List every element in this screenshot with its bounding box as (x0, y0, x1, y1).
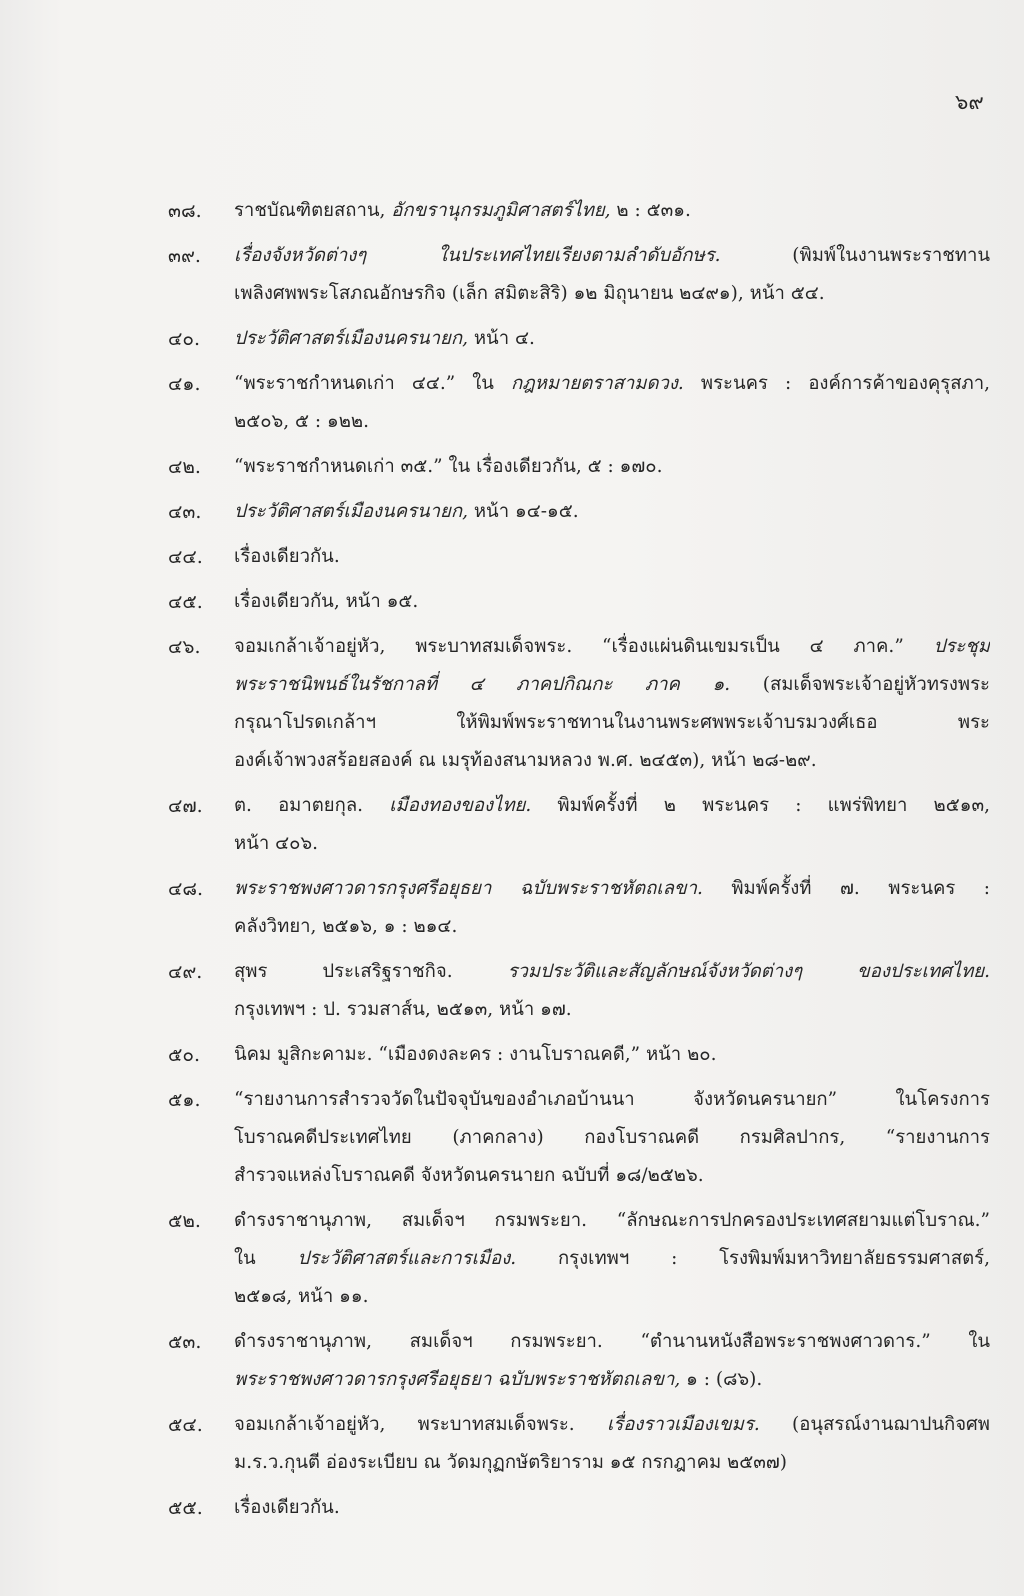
endnote-segment: พิมพ์ครั้งที่ ๒ พระนคร : แพร่พิทยา ๒๕๑๓, (531, 795, 990, 816)
endnote-title-italic: ประวัติศาสตร์เมืองนครนายก, (234, 328, 468, 349)
endnote-number: ๔๖. (168, 636, 201, 658)
endnote-text (234, 628, 990, 780)
endnote-item (168, 1036, 990, 1074)
endnote-segment: คลังวิทยา, ๒๕๑๖, ๑ : ๒๑๔. (234, 916, 458, 937)
endnote-number: ๓๙. (168, 245, 201, 267)
endnote-text (234, 787, 990, 863)
endnote-segment: หน้า ๔. (467, 328, 535, 349)
endnote-segment: “รายงานการสำรวจวัดในปัจจุบันของอำเภอบ้านนา จังหวัดนครนายก” ในโครงการ (234, 1089, 990, 1110)
endnote-segment: ๑ : (๘๖). (680, 1369, 763, 1390)
endnote-item (168, 1323, 990, 1399)
endnote-segment: (สมเด็จพระเจ้าอยู่หัวทรงพระ (730, 674, 990, 695)
endnote-segment: สำรวจแหล่งโบราณคดี จังหวัดนครนายก ฉบับที่ ๑๘/๒๕๒๖. (234, 1165, 704, 1186)
endnote-segment: ๒๕๑๘, หน้า ๑๑. (234, 1286, 369, 1307)
endnote-item (168, 1489, 990, 1527)
endnote-title-italic: เรื่องจังหวัดต่างๆ ในประเทศไทยเรียงตามลำดับอักษร. (234, 245, 721, 266)
endnote-line (234, 825, 990, 863)
endnote-title-italic: รวมประวัติและสัญลักษณ์จังหวัดต่างๆ ของประเทศไทย. (507, 961, 990, 982)
endnote-line (234, 275, 990, 313)
endnote-segment: ดำรงราชานุภาพ, สมเด็จฯ กรมพระยา. “ลักษณะการปกครองประเทศสยามแต่โบราณ.” (234, 1210, 990, 1231)
endnote-line (234, 787, 990, 825)
endnote-text (234, 320, 990, 358)
endnote-title-italic: เรื่องราวเมืองเขมร. (606, 1414, 760, 1435)
endnote-line (234, 666, 990, 704)
endnote-text (234, 192, 990, 230)
endnote-item (168, 583, 990, 621)
endnote-line (234, 1202, 990, 1240)
endnote-segment: (อนุสรณ์งานฌาปนกิจศพ (759, 1414, 990, 1435)
endnote-segment: สุพร ประเสริฐราชกิจ. (234, 961, 508, 982)
endnote-line (234, 1036, 990, 1074)
endnote-segment: ๒ : ๕๓๑. (610, 200, 691, 221)
endnote-segment: ต. อมาตยกุล. (234, 795, 390, 816)
endnote-text (234, 493, 990, 531)
endnote-line (234, 365, 990, 403)
endnote-number: ๕๔. (168, 1414, 203, 1436)
endnote-item (168, 365, 990, 441)
endnote-number: ๕๐. (168, 1044, 201, 1066)
endnote-line (234, 1361, 990, 1399)
endnote-line (234, 1119, 990, 1157)
endnote-title-italic: พระราชพงศาวดารกรุงศรีอยุธยา ฉบับพระราชหัตถเลขา. (234, 878, 703, 899)
endnote-segment: องค์เจ้าพวงสร้อยสองค์ ณ เมรุท้องสนามหลวง พ.ศ. ๒๔๕๓), หน้า ๒๘-๒๙. (234, 750, 817, 771)
endnote-line (234, 192, 990, 230)
endnote-segment: กรุงเทพฯ : โรงพิมพ์มหาวิทยาลัยธรรมศาสตร์, (516, 1248, 990, 1269)
endnote-item (168, 1406, 990, 1482)
endnote-item (168, 870, 990, 946)
endnote-line (234, 704, 990, 742)
endnote-segment: กรุณาโปรดเกล้าฯ ให้พิมพ์พระราชทานในงานพระศพพระเจ้าบรมวงศ์เธอ พระ (234, 712, 990, 733)
endnote-line (234, 237, 990, 275)
endnote-text (234, 237, 990, 313)
endnote-line (234, 1406, 990, 1444)
endnote-line (234, 493, 990, 531)
endnote-text (234, 1406, 990, 1482)
endnote-line (234, 991, 990, 1029)
endnote-number: ๔๕. (168, 591, 203, 613)
endnote-segment: ม.ร.ว.กุนตี อ่องระเบียบ ณ วัดมกุฏกษัตริยาราม ๑๕ กรกฎาคม ๒๕๓๗) (234, 1452, 787, 1473)
endnote-text (234, 1202, 990, 1316)
endnote-segment: ๒๕๐๖, ๕ : ๑๒๒. (234, 411, 370, 432)
endnote-title-italic: พระราชนิพนธ์ในรัชกาลที่ ๔ ภาคปกิณกะ ภาค ๑. (234, 674, 731, 695)
endnote-line (234, 538, 990, 576)
endnote-line (234, 1444, 990, 1482)
endnote-segment: “พระราชกำหนดเก่า ๓๕.” ใน เรื่องเดียวกัน, ๕ : ๑๗๐. (234, 456, 663, 477)
endnote-number: ๓๘. (168, 200, 202, 222)
endnote-line (234, 908, 990, 946)
endnote-segment: จอมเกล้าเจ้าอยู่หัว, พระบาทสมเด็จพระ. “เรื่องแผ่นดินเขมรเป็น ๔ ภาค.” (234, 636, 934, 657)
endnote-number: ๔๒. (168, 456, 201, 478)
endnote-title-italic: ประวัติศาสตร์เมืองนครนายก, (234, 501, 468, 522)
endnote-segment: เรื่องเดียวกัน. (234, 546, 340, 567)
endnote-number: ๔๙. (168, 961, 203, 983)
endnote-text (234, 583, 990, 621)
endnote-line (234, 953, 990, 991)
endnote-title-italic: เมืองทองของไทย. (389, 795, 532, 816)
endnote-text (234, 953, 990, 1029)
endnote-number: ๕๓. (168, 1331, 202, 1353)
endnote-text (234, 1081, 990, 1195)
endnote-number: ๔๗. (168, 795, 203, 817)
endnote-text (234, 365, 990, 441)
endnote-number: ๔๐. (168, 328, 201, 350)
endnote-text (234, 870, 990, 946)
endnote-item (168, 237, 990, 313)
endnote-item (168, 1202, 990, 1316)
endnote-line (234, 742, 990, 780)
endnote-title-italic: พระราชพงศาวดารกรุงศรีอยุธยา ฉบับพระราชหัตถเลขา, (234, 1369, 681, 1390)
endnote-line (234, 448, 990, 486)
endnote-item (168, 787, 990, 863)
endnote-text (234, 1489, 990, 1527)
endnote-segment: พิมพ์ครั้งที่ ๗. พระนคร : (702, 878, 990, 899)
endnote-line (234, 870, 990, 908)
endnote-line (234, 1323, 990, 1361)
endnote-text (234, 1036, 990, 1074)
endnote-title-italic: อักขรานุกรมภูมิศาสตร์ไทย, (391, 200, 611, 221)
endnote-segment: เรื่องเดียวกัน, หน้า ๑๕. (234, 591, 419, 612)
endnote-segment: (พิมพ์ในงานพระราชทาน (720, 245, 990, 266)
endnote-segment: กรุงเทพฯ : ป. รวมสาส์น, ๒๕๑๓, หน้า ๑๗. (234, 999, 572, 1020)
endnote-segment: ดำรงราชานุภาพ, สมเด็จฯ กรมพระยา. “ตำนานหนังสือพระราชพงศาวดาร.” ใน (234, 1331, 990, 1352)
endnote-segment: “พระราชกำหนดเก่า ๔๔.” ใน (234, 373, 512, 394)
endnote-segment: ราชบัณฑิตยสถาน, (234, 200, 392, 221)
endnote-line (234, 1240, 990, 1278)
endnote-title-italic: กฎหมายตราสามดวง. (511, 373, 684, 394)
endnote-segment: จอมเกล้าเจ้าอยู่หัว, พระบาทสมเด็จพระ. (234, 1414, 607, 1435)
endnote-title-italic: ประชุม (933, 636, 990, 657)
endnote-line (234, 628, 990, 666)
endnote-line (234, 1489, 990, 1527)
endnote-number: ๕๕. (168, 1497, 203, 1519)
endnote-segment: หน้า ๔๐๖. (234, 833, 319, 854)
endnote-number: ๕๑. (168, 1089, 201, 1111)
endnotes-list (168, 192, 990, 1534)
endnote-item (168, 953, 990, 1029)
endnote-text (234, 448, 990, 486)
endnote-item (168, 192, 990, 230)
page-number: ๖๙ (955, 90, 984, 114)
endnote-text (234, 1323, 990, 1399)
endnote-number: ๔๑. (168, 373, 201, 395)
endnote-segment: เพลิงศพพระโสภณอักษรกิจ (เล็ก สมิตะสิริ) ๑๒ มิถุนายน ๒๔๙๑), หน้า ๕๔. (234, 283, 825, 304)
endnote-segment: เรื่องเดียวกัน. (234, 1497, 340, 1518)
endnote-number: ๕๒. (168, 1210, 201, 1232)
endnote-segment: หน้า ๑๔-๑๕. (467, 501, 579, 522)
endnote-line (234, 583, 990, 621)
endnote-item (168, 320, 990, 358)
endnote-title-italic: ประวัติศาสตร์และการเมือง. (297, 1248, 517, 1269)
endnote-line (234, 1081, 990, 1119)
endnote-number: ๔๘. (168, 878, 204, 900)
endnote-line (234, 1278, 990, 1316)
endnote-item (168, 538, 990, 576)
endnote-segment: ใน (234, 1248, 298, 1269)
endnote-item (168, 628, 990, 780)
endnote-line (234, 403, 990, 441)
endnote-segment: พระนคร : องค์การค้าของคุรุสภา, (683, 373, 990, 394)
endnote-line (234, 320, 990, 358)
endnote-segment: นิคม มูสิกะคามะ. “เมืองดงละคร : งานโบราณคดี,” หน้า ๒๐. (234, 1044, 717, 1065)
endnote-item (168, 493, 990, 531)
endnote-number: ๔๔. (168, 546, 203, 568)
endnote-item (168, 448, 990, 486)
endnote-text (234, 538, 990, 576)
endnote-number: ๔๓. (168, 501, 202, 523)
endnote-item (168, 1081, 990, 1195)
endnote-line (234, 1157, 990, 1195)
endnote-segment: โบราณคดีประเทศไทย (ภาคกลาง) กองโบราณคดี กรมศิลปากร, “รายงานการ (234, 1127, 990, 1148)
